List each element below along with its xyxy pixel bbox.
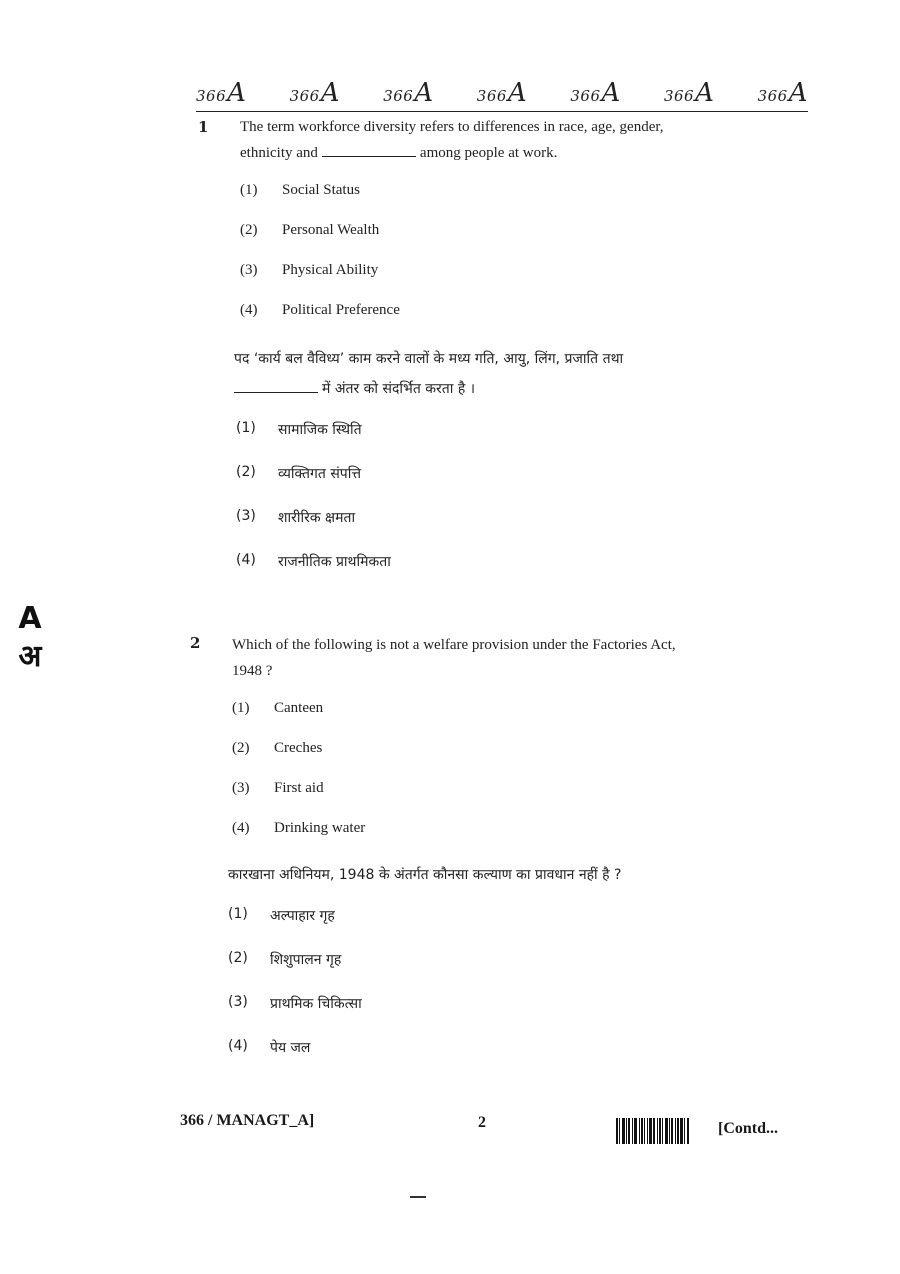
question-text-en: Which of the following is not a welfare provision under the Factories Act, 1948 ? <box>232 637 676 679</box>
option-hi: (1) सामाजिक स्थिति <box>236 420 362 438</box>
option-hi: (1) अल्पाहार गृह <box>228 906 335 924</box>
paper-code: 366 / MANAGT_A] <box>180 1112 315 1129</box>
scan-mark <box>410 1196 426 1198</box>
option-en: (1) Social Status <box>240 182 360 198</box>
header-code-row <box>196 78 808 112</box>
option-en: (3) First aid <box>232 780 324 796</box>
header-code: 366A <box>289 78 341 108</box>
option-en: (4) Drinking water <box>232 820 366 836</box>
option-hi: (3) प्राथमिक चिकित्सा <box>228 994 362 1012</box>
question-text-hi: पद ‘कार्य बल वैविध्य’ काम करने वालों के मध्य गति, आयु, लिंग, प्रजाति तथा में अंतर को संदर्भित करता है । <box>234 351 624 397</box>
question-text-hi: कारखाना अधिनियम, 1948 के अंतर्गत कौनसा कल्याण का प्रावधान नहीं है ? <box>228 867 622 883</box>
option-hi: (2) व्यक्तिगत संपत्ति <box>236 464 362 482</box>
continued-label: [Contd... <box>718 1120 779 1137</box>
option-hi: (4) राजनीतिक प्राथमिकता <box>236 552 391 570</box>
answer-blank <box>322 144 416 157</box>
option-en: (2) Personal Wealth <box>240 222 380 238</box>
option-en: (1) Canteen <box>232 700 324 716</box>
option-hi: (2) शिशुपालन गृह <box>228 950 342 968</box>
answer-blank <box>234 380 318 393</box>
question-text-en: The term workforce diversity refers to differences in race, age, gender, ethnicity and among people at work. <box>240 119 664 161</box>
option-en: (2) Creches <box>232 740 323 756</box>
header-code: 366A <box>196 78 247 108</box>
barcode <box>616 1118 708 1144</box>
header-code: 366A <box>476 78 528 108</box>
header-code: 366A <box>757 78 808 108</box>
header-code: 366A <box>663 78 715 108</box>
header-code: 366A <box>570 78 621 108</box>
header-code: 366A <box>383 78 434 108</box>
option-hi: (4) पेय जल <box>228 1038 311 1056</box>
question-number: 2 <box>190 634 201 652</box>
page-number: 2 <box>478 1114 486 1131</box>
option-en: (3) Physical Ability <box>240 262 379 278</box>
question-number: 1 <box>198 118 209 136</box>
side-language-mark: A अ <box>18 601 42 674</box>
option-en: (4) Political Preference <box>240 302 400 318</box>
option-hi: (3) शारीरिक क्षमता <box>236 508 356 526</box>
